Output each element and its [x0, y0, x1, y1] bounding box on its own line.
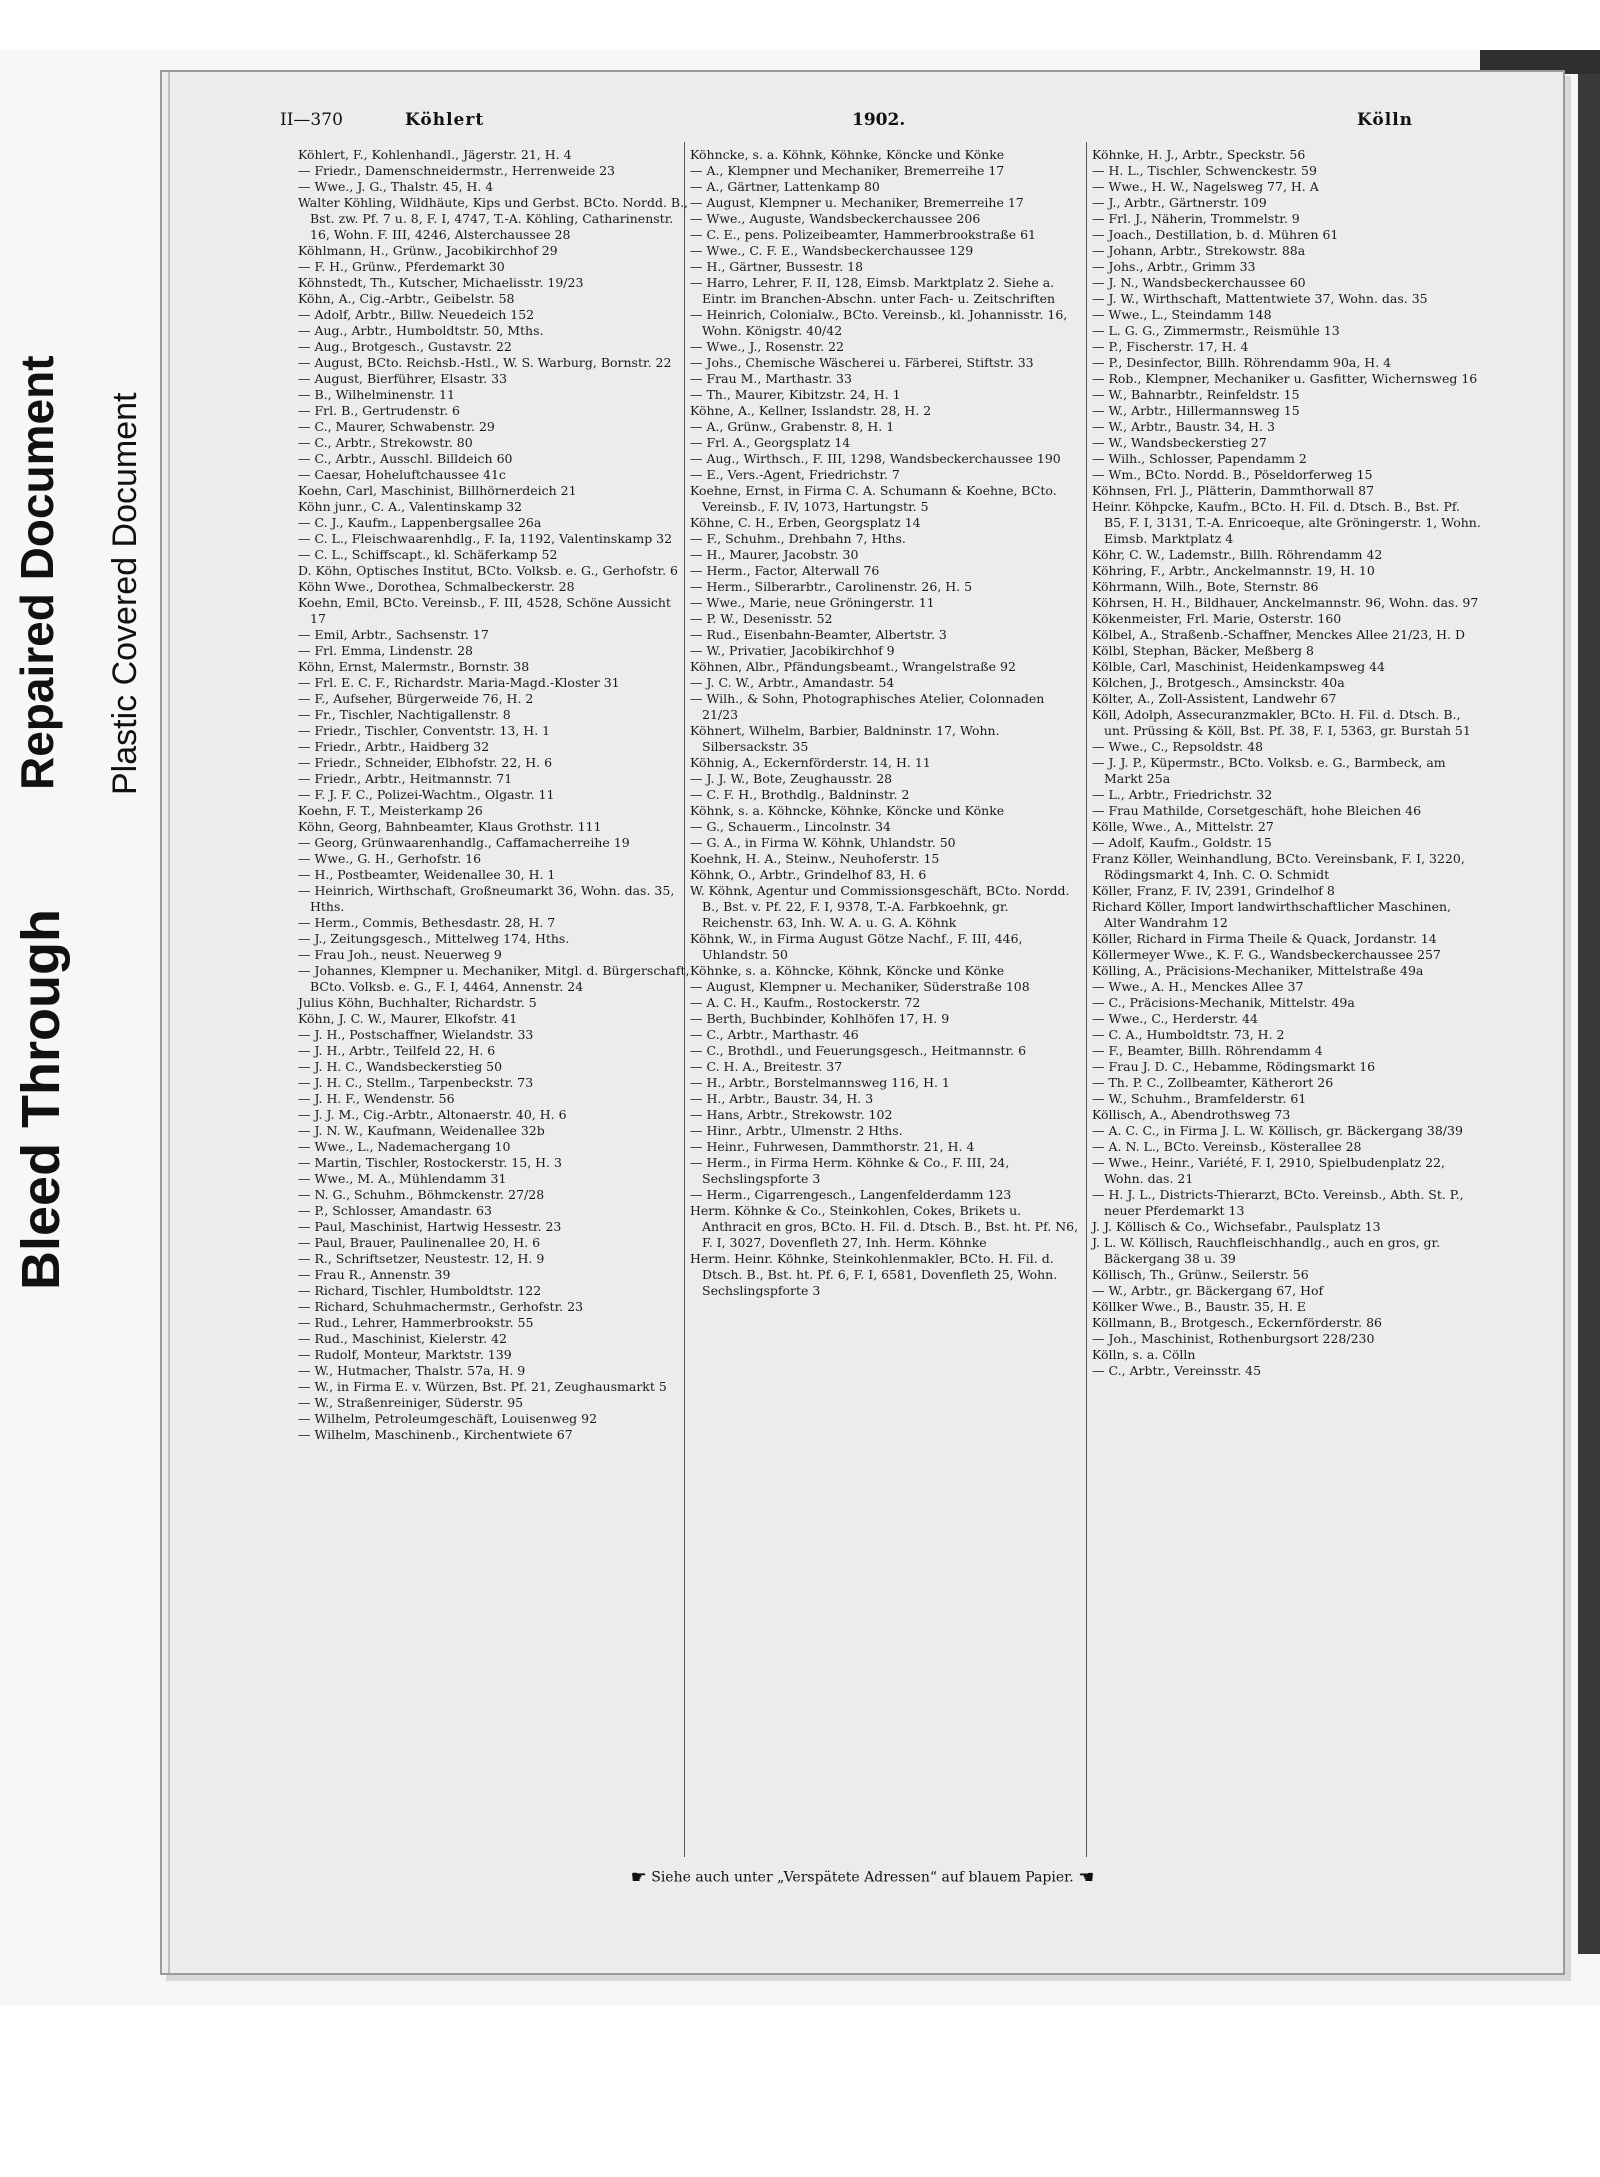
directory-entry: — Caesar, Hoheluftchaussee 41c	[298, 467, 506, 482]
directory-entry: Köhnke, s. a. Köhncke, Köhnk, Köncke und Könke	[690, 963, 1005, 978]
directory-entry: — Wilh., & Sohn, Photographisches Atelier, Colonnaden 21/23	[690, 691, 1045, 722]
directory-entry: — C., Arbtr., Strekowstr. 80	[298, 435, 473, 450]
directory-entry: — Frau M., Marthastr. 33	[690, 371, 852, 386]
directory-entry: — C. F. H., Brothdlg., Baldninstr. 2	[690, 787, 910, 802]
directory-entry: — P. W., Desenisstr. 52	[690, 611, 833, 626]
directory-entry: — A., Gärtner, Lattenkamp 80	[690, 179, 880, 194]
directory-entry: — Johs., Chemische Wäscherei u. Färberei, Stiftstr. 33	[690, 355, 1034, 370]
directory-entry: — Rud., Maschinist, Kielerstr. 42	[298, 1331, 508, 1346]
directory-entry: — Heinrich, Colonialw., BCto. Vereinsb., kl. Johannisstr. 16, Wohn. Königstr. 40/42	[690, 307, 1068, 338]
column-rule	[1086, 142, 1087, 1857]
directory-entry: J. L. W. Köllisch, Rauchfleischhandlg., auch en gros, gr. Bäckergang 38 u. 39	[1092, 1235, 1441, 1266]
directory-entry: — C., Arbtr., Ausschl. Billdeich 60	[298, 451, 513, 466]
directory-entry: — H. L., Tischler, Schwenckestr. 59	[1092, 163, 1317, 178]
directory-entry: — Rud., Lehrer, Hammerbrookstr. 55	[298, 1315, 534, 1330]
directory-entry: Kölln, s. a. Cölln	[1092, 1347, 1196, 1362]
directory-entry: — Th. P. C., Zollbeamter, Kätherort 26	[1092, 1075, 1334, 1090]
directory-entry: — Frl. B., Gertrudenstr. 6	[298, 403, 460, 418]
directory-entry: — W., Bahnarbtr., Reinfeldstr. 15	[1092, 387, 1300, 402]
directory-entry: — C. L., Fleischwaarenhdlg., F. Ia, 1192, Valentinskamp 32	[298, 531, 673, 546]
directory-entry: Kökenmeister, Frl. Marie, Osterstr. 160	[1092, 611, 1342, 626]
directory-entry: — W., Straßenreiniger, Süderstr. 95	[298, 1395, 524, 1410]
directory-entry: — Friedr., Damenschneidermstr., Herrenweide 23	[298, 163, 615, 178]
directory-entry: — Wwe., C. F. E., Wandsbeckerchaussee 129	[690, 243, 974, 258]
directory-entry: — Frl. Emma, Lindenstr. 28	[298, 643, 473, 658]
directory-entry: — H., Arbtr., Baustr. 34, H. 3	[690, 1091, 874, 1106]
directory-entry: — Herm., Commis, Bethesdastr. 28, H. 7	[298, 915, 556, 930]
directory-entry: Köhn, Georg, Bahnbeamter, Klaus Grothstr. 111	[298, 819, 602, 834]
directory-entry: Köhrsen, H. H., Bildhauer, Anckelmannstr. 96, Wohn. das. 97	[1092, 595, 1479, 610]
directory-entry: Köll, Adolph, Assecuranzmakler, BCto. H. Fil. d. Dtsch. B., unt. Prüssing & Köll, Bst. Pf. 38, F. I, 5363, gr. Burstah 51	[1092, 707, 1471, 738]
directory-entry: — Hans, Arbtr., Strekowstr. 102	[690, 1107, 893, 1122]
directory-entry: Köhnsen, Frl. J., Plätterin, Dammthorwall 87	[1092, 483, 1375, 498]
directory-page	[160, 70, 1565, 1975]
directory-entry: — Rud., Eisenbahn-Beamter, Albertstr. 3	[690, 627, 947, 642]
directory-entry: — Aug., Brotgesch., Gustavstr. 22	[298, 339, 512, 354]
directory-entry: Herm. Köhnke & Co., Steinkohlen, Cokes, Brikets u. Anthracit en gros, BCto. H. Fil. d. Dtsch. B., Bst. ht. Pf. N6, F. I, 3027, Dovenfleth 27, Inh. Herm. Köhnke	[690, 1203, 1079, 1250]
directory-entry: — Friedr., Schneider, Elbhofstr. 22, H. 6	[298, 755, 553, 770]
directory-entry: — A. C. H., Kaufm., Rostockerstr. 72	[690, 995, 921, 1010]
directory-entry: Koehn, Carl, Maschinist, Billhörnerdeich 21	[298, 483, 577, 498]
directory-entry: Heinr. Köhpcke, Kaufm., BCto. H. Fil. d. Dtsch. B., Bst. Pf. B5, F. I, 3131, T.-A. Enricoeque, alte Gröningerstr. 1, Wohn. Eimsb. Marktplatz 4	[1092, 499, 1481, 546]
directory-entry: — Richard, Schuhmachermstr., Gerhofstr. 23	[298, 1299, 584, 1314]
directory-entry: — J., Arbtr., Gärtnerstr. 109	[1092, 195, 1267, 210]
directory-entry: — Herm., Silberarbtr., Carolinenstr. 26, H. 5	[690, 579, 973, 594]
directory-entry: — August, Klempner u. Mechaniker, Süderstraße 108	[690, 979, 1030, 994]
header-keyword-right: Kölln	[1357, 110, 1414, 130]
directory-entry: Richard Köller, Import landwirthschaftlicher Maschinen, Alter Wandrahm 12	[1092, 899, 1452, 930]
directory-entry: Köhnk, W., in Firma August Götze Nachf., F. III, 446, Uhlandstr. 50	[690, 931, 1023, 962]
directory-entry: — Wwe., C., Repsoldstr. 48	[1092, 739, 1264, 754]
directory-entry: — C. L., Schiffscapt., kl. Schäferkamp 52	[298, 547, 558, 562]
directory-entry: — B., Wilhelminenstr. 11	[298, 387, 455, 402]
directory-entry: Koehnk, H. A., Steinw., Neuhoferstr. 15	[690, 851, 940, 866]
directory-entry: Köhncke, s. a. Köhnk, Köhnke, Köncke und Könke	[690, 147, 1005, 162]
directory-entry: — Joach., Destillation, b. d. Mühren 61	[1092, 227, 1339, 242]
directory-entry: — Wwe., J. G., Thalstr. 45, H. 4	[298, 179, 494, 194]
directory-entry: — Frau J. D. C., Hebamme, Rödingsmarkt 16	[1092, 1059, 1376, 1074]
directory-entry: — P., Fischerstr. 17, H. 4	[1092, 339, 1249, 354]
directory-entry: Köhn, A., Cig.-Arbtr., Geibelstr. 58	[298, 291, 515, 306]
directory-entry: — R., Schriftsetzer, Neustestr. 12, H. 9	[298, 1251, 545, 1266]
directory-entry: W. Köhnk, Agentur und Commissionsgeschäft, BCto. Nordd. B., Bst. v. Pf. 22, F. I, 9378, T.-A. Farbkoehnk, gr. Reichenstr. 63, Inh. W. A. u. G. A. Köhnk	[690, 883, 1070, 930]
directory-entry: — Heinrich, Wirthschaft, Großneumarkt 36, Wohn. das. 35, Hths.	[298, 883, 675, 914]
directory-entry: Köhrmann, Wilh., Bote, Sternstr. 86	[1092, 579, 1319, 594]
directory-entry: — Wwe., L., Steindamm 148	[1092, 307, 1272, 322]
directory-entry: Kölbel, A., Straßenb.-Schaffner, Menckes Allee 21/23, H. D	[1092, 627, 1466, 642]
directory-entry: Köhnstedt, Th., Kutscher, Michaelisstr. 19/23	[298, 275, 584, 290]
directory-entry: — J., Zeitungsgesch., Mittelweg 174, Hths.	[298, 931, 570, 946]
directory-entry: Köhn, Ernst, Malermstr., Bornstr. 38	[298, 659, 530, 674]
directory-entry: — Herm., in Firma Herm. Köhnke & Co., F. III, 24, Sechslingspforte 3	[690, 1155, 1010, 1186]
directory-entry: — Georg, Grünwaarenhandlg., Caffamacherreihe 19	[298, 835, 630, 850]
directory-entry: — H., Gärtner, Bussestr. 18	[690, 259, 864, 274]
directory-entry: — A. N. L., BCto. Vereinsb., Kösterallee 28	[1092, 1139, 1362, 1154]
directory-entry: — J. C. W., Arbtr., Amandastr. 54	[690, 675, 895, 690]
directory-entry: — P., Desinfector, Billh. Röhrendamm 90a, H. 4	[1092, 355, 1392, 370]
page-footer-note	[162, 1867, 1563, 1888]
directory-entry: — C., Arbtr., Marthastr. 46	[690, 1027, 859, 1042]
directory-entry: Köhring, F., Arbtr., Anckelmannstr. 19, H. 10	[1092, 563, 1375, 578]
directory-entry: — W., in Firma E. v. Würzen, Bst. Pf. 21, Zeughausmarkt 5	[298, 1379, 667, 1394]
directory-entry: — Herm., Cigarrengesch., Langenfelderdamm 123	[690, 1187, 1012, 1202]
directory-entry: — J. J. M., Cig.-Arbtr., Altonaerstr. 40, H. 6	[298, 1107, 567, 1122]
directory-entry: — Adolf, Kaufm., Goldstr. 15	[1092, 835, 1272, 850]
directory-entry: — August, BCto. Reichsb.-Hstl., W. S. Warburg, Bornstr. 22	[298, 355, 672, 370]
header-keyword-left: Köhlert	[405, 110, 485, 130]
directory-entry: — C. J., Kaufm., Lappenbergsallee 26a	[298, 515, 542, 530]
directory-entry: — G. A., in Firma W. Köhnk, Uhlandstr. 50	[690, 835, 956, 850]
directory-entry: — J. N., Wandsbeckerchaussee 60	[1092, 275, 1306, 290]
directory-entry: — Frau R., Annenstr. 39	[298, 1267, 451, 1282]
directory-entry: — A., Grünw., Grabenstr. 8, H. 1	[690, 419, 895, 434]
directory-entry: Köhn, J. C. W., Maurer, Elkofstr. 41	[298, 1011, 518, 1026]
directory-entry: Köhn Wwe., Dorothea, Schmalbeckerstr. 28	[298, 579, 575, 594]
directory-entry: — L. G. G., Zimmermstr., Reismühle 13	[1092, 323, 1340, 338]
directory-entry: — Frl. E. C. F., Richardstr. Maria-Magd.-Kloster 31	[298, 675, 620, 690]
directory-entry: — E., Vers.-Agent, Friedrichstr. 7	[690, 467, 900, 482]
directory-entry: — Wwe., Auguste, Wandsbeckerchaussee 206	[690, 211, 981, 226]
directory-entry: Walter Köhling, Wildhäute, Kips und Gerbst. BCto. Nordd. B., Bst. zw. Pf. 7 u. 8, F. I, 4747, T.-A. Köhling, Catharinenstr. 16, Wohn. F. III, 4246, Alsterchaussee 28	[298, 195, 689, 242]
directory-entry: — C. H. A., Breitestr. 37	[690, 1059, 843, 1074]
directory-entry: — Wwe., C., Herderstr. 44	[1092, 1011, 1258, 1026]
directory-entry: — Adolf, Arbtr., Billw. Neuedeich 152	[298, 307, 535, 322]
repaired-document-label: Repaired Document	[11, 355, 63, 790]
directory-entry: — C., Brothdl., und Feuerungsgesch., Heitmannstr. 6	[690, 1043, 1027, 1058]
column-right	[1092, 147, 1484, 1379]
directory-entry: — Frau Joh., neust. Neuerweg 9	[298, 947, 502, 962]
column-middle	[690, 147, 1082, 1299]
directory-entry: Koehn, F. T., Meisterkamp 26	[298, 803, 483, 818]
directory-entry: — Joh., Maschinist, Rothenburgsort 228/230	[1092, 1331, 1375, 1346]
directory-entry: Köhlert, F., Kohlenhandl., Jägerstr. 21, H. 4	[298, 147, 572, 162]
directory-entry: — F., Aufseher, Bürgerweide 76, H. 2	[298, 691, 534, 706]
directory-entry: — Wilhelm, Maschinenb., Kirchentwiete 67	[298, 1427, 573, 1442]
directory-entry: — F., Schuhm., Drehbahn 7, Hths.	[690, 531, 906, 546]
directory-entry: — A. C. C., in Firma J. L. W. Köllisch, gr. Bäckergang 38/39	[1092, 1123, 1463, 1138]
directory-entry: — J. H. F., Wendenstr. 56	[298, 1091, 455, 1106]
directory-entry: Köhne, C. H., Erben, Georgsplatz 14	[690, 515, 921, 530]
directory-entry: J. J. Köllisch & Co., Wichsefabr., Paulsplatz 13	[1092, 1219, 1381, 1234]
directory-entry: — P., Schlosser, Amandastr. 63	[298, 1203, 492, 1218]
directory-entry: — Wwe., G. H., Gerhofstr. 16	[298, 851, 482, 866]
directory-entry: — W., Wandsbeckerstieg 27	[1092, 435, 1267, 450]
directory-entry: — J. W., Wirthschaft, Mattentwiete 37, Wohn. das. 35	[1092, 291, 1428, 306]
directory-entry: Kölle, Wwe., A., Mittelstr. 27	[1092, 819, 1274, 834]
directory-entry: — Heinr., Fuhrwesen, Dammthorstr. 21, H. 4	[690, 1139, 975, 1154]
header-year: 1902.	[852, 110, 906, 130]
directory-entry: — F. J. F. C., Polizei-Wachtm., Olgastr. 11	[298, 787, 555, 802]
directory-entry: — Frau Mathilde, Corsetgeschäft, hohe Bleichen 46	[1092, 803, 1422, 818]
directory-entry: Költer, A., Zoll-Assistent, Landwehr 67	[1092, 691, 1337, 706]
directory-entry: — C. A., Humboldtstr. 73, H. 2	[1092, 1027, 1285, 1042]
directory-entry: Koehn, Emil, BCto. Vereinsb., F. III, 4528, Schöne Aussicht 17	[298, 595, 671, 626]
directory-entry: — Friedr., Arbtr., Haidberg 32	[298, 739, 490, 754]
directory-entry: — Wwe., L., Nademachergang 10	[298, 1139, 511, 1154]
directory-entry: — Wwe., Marie, neue Gröningerstr. 11	[690, 595, 935, 610]
directory-entry: — A., Klempner und Mechaniker, Bremerreihe 17	[690, 163, 1005, 178]
directory-entry: — F. H., Grünw., Pferdemarkt 30	[298, 259, 505, 274]
directory-entry: Köhnen, Albr., Pfändungsbeamt., Wrangelstraße 92	[690, 659, 1016, 674]
directory-entry: — C., Maurer, Schwabenstr. 29	[298, 419, 495, 434]
directory-entry: — Wilh., Schlosser, Papendamm 2	[1092, 451, 1307, 466]
directory-entry: — Frl. J., Näherin, Trommelstr. 9	[1092, 211, 1300, 226]
directory-entry: — Th., Maurer, Kibitzstr. 24, H. 1	[690, 387, 901, 402]
directory-entry: — Paul, Maschinist, Hartwig Hessestr. 23	[298, 1219, 562, 1234]
column-left	[298, 147, 690, 1443]
directory-entry: Franz Köller, Weinhandlung, BCto. Vereinsbank, F. I, 3220, Rödingsmarkt 4, Inh. C. O. Schmidt	[1092, 851, 1465, 882]
directory-entry: — Wilhelm, Petroleumgeschäft, Louisenweg 92	[298, 1411, 598, 1426]
directory-entry: — Wwe., Heinr., Variété, F. I, 2910, Spielbudenplatz 22, Wohn. das. 21	[1092, 1155, 1445, 1186]
directory-entry: — H. J. L., Districts-Thierarzt, BCto. Vereinsb., Abth. St. P., neuer Pferdemarkt 13	[1092, 1187, 1464, 1218]
directory-entry: Julius Köhn, Buchhalter, Richardstr. 5	[298, 995, 537, 1010]
directory-entry: — Wwe., J., Rosenstr. 22	[690, 339, 844, 354]
directory-entry: D. Köhn, Optisches Institut, BCto. Volksb. e. G., Gerhofstr. 6	[298, 563, 678, 578]
directory-entry: Kölling, A., Präcisions-Mechaniker, Mittelstraße 49a	[1092, 963, 1424, 978]
directory-entry: Herm. Heinr. Köhnke, Steinkohlenmakler, BCto. H. Fil. d. Dtsch. B., Bst. ht. Pf. 6, F. I, 6581, Dovenfleth 25, Wohn. Sechslingspforte 3	[690, 1251, 1058, 1298]
directory-entry: — J. N. W., Kaufmann, Weidenallee 32b	[298, 1123, 545, 1138]
directory-entry: Köhnert, Wilhelm, Barbier, Baldninstr. 17, Wohn. Silbersackstr. 35	[690, 723, 1000, 754]
directory-entry: — J. J. P., Küpermstr., BCto. Volksb. e. G., Barmbeck, am Markt 25a	[1092, 755, 1446, 786]
directory-entry: Kölbl, Stephan, Bäcker, Meßberg 8	[1092, 643, 1314, 658]
directory-entry: — Herm., Factor, Alterwall 76	[690, 563, 880, 578]
directory-entry: — Wm., BCto. Nordd. B., Pöseldorferweg 15	[1092, 467, 1373, 482]
directory-entry: Köhn junr., C. A., Valentinskamp 32	[298, 499, 523, 514]
directory-entry: Köllisch, Th., Grünw., Seilerstr. 56	[1092, 1267, 1309, 1282]
directory-entry: — Aug., Arbtr., Humboldtstr. 50, Mths.	[298, 323, 544, 338]
pointing-hand-left-icon: ☚	[1078, 1867, 1095, 1888]
directory-entry: — August, Klempner u. Mechaniker, Bremerreihe 17	[690, 195, 1024, 210]
directory-entry: — C., Arbtr., Vereinsstr. 45	[1092, 1363, 1262, 1378]
directory-entry: Köhlmann, H., Grünw., Jacobikirchhof 29	[298, 243, 558, 258]
directory-entry: — Emil, Arbtr., Sachsenstr. 17	[298, 627, 489, 642]
directory-entry: Köhnk, s. a. Köhncke, Köhnke, Köncke und Könke	[690, 803, 1005, 818]
directory-entry: — G., Schauerm., Lincolnstr. 34	[690, 819, 892, 834]
directory-entry: — H., Arbtr., Borstelmannsweg 116, H. 1	[690, 1075, 950, 1090]
footer-text: Siehe auch unter „Verspätete Adressen“ auf blauem Papier.	[651, 1869, 1074, 1886]
directory-entry: — Wwe., A. H., Menckes Allee 37	[1092, 979, 1304, 994]
directory-entry: — W., Arbtr., Hillermannsweg 15	[1092, 403, 1300, 418]
directory-entry: — Friedr., Arbtr., Heitmannstr. 71	[298, 771, 513, 786]
directory-entry: — Johannes, Klempner u. Mechaniker, Mitgl. d. Bürgerschaft, BCto. Volksb. e. G., F. I, 4464, Annenstr. 24	[298, 963, 690, 994]
page-header	[162, 110, 1563, 140]
directory-entry: — W., Privatier, Jacobikirchhof 9	[690, 643, 895, 658]
directory-entry: — Wwe., M. A., Mühlendamm 31	[298, 1171, 507, 1186]
page-binding-edge	[168, 72, 170, 1973]
scan-edge-right-bar	[1578, 74, 1600, 1954]
directory-entry: — Johann, Arbtr., Strekowstr. 88a	[1092, 243, 1306, 258]
bleed-through-label: Bleed Through	[11, 909, 71, 1290]
directory-entry: — J. J. W., Bote, Zeughausstr. 28	[690, 771, 893, 786]
directory-entry: — Friedr., Tischler, Conventstr. 13, H. 1	[298, 723, 551, 738]
directory-entry: Köllermeyer Wwe., K. F. G., Wandsbeckerchaussee 257	[1092, 947, 1441, 962]
directory-entry: — H., Postbeamter, Weidenallee 30, H. 1	[298, 867, 556, 882]
directory-entry: Köhnk, O., Arbtr., Grindelhof 83, H. 6	[690, 867, 927, 882]
directory-entry: Köller, Franz, F. IV, 2391, Grindelhof 8	[1092, 883, 1335, 898]
directory-entry: — Rob., Klempner, Mechaniker u. Gasfitter, Wichernsweg 16	[1092, 371, 1478, 386]
directory-entry: — Aug., Wirthsch., F. III, 1298, Wandsbeckerchaussee 190	[690, 451, 1061, 466]
directory-entry: Köllmann, B., Brotgesch., Eckernförderstr. 86	[1092, 1315, 1382, 1330]
directory-entry: — F., Beamter, Billh. Röhrendamm 4	[1092, 1043, 1323, 1058]
directory-entry: Köhne, A., Kellner, Isslandstr. 28, H. 2	[690, 403, 932, 418]
directory-entry: — Johs., Arbtr., Grimm 33	[1092, 259, 1256, 274]
directory-entry: — Hinr., Arbtr., Ulmenstr. 2 Hths.	[690, 1123, 903, 1138]
plastic-covered-label: Plastic Covered Document	[106, 392, 144, 795]
directory-entry: — L., Arbtr., Friedrichstr. 32	[1092, 787, 1273, 802]
directory-entry: — Rudolf, Monteur, Marktstr. 139	[298, 1347, 512, 1362]
directory-entry: — Martin, Tischler, Rostockerstr. 15, H. 3	[298, 1155, 562, 1170]
directory-entry: — August, Bierführer, Elsastr. 33	[298, 371, 508, 386]
directory-entry: Köllker Wwe., B., Baustr. 35, H. E	[1092, 1299, 1306, 1314]
directory-entry: Kölchen, J., Brotgesch., Amsinckstr. 40a	[1092, 675, 1345, 690]
directory-entry: — Fr., Tischler, Nachtigallenstr. 8	[298, 707, 511, 722]
directory-entry: — J. H., Postschaffner, Wielandstr. 33	[298, 1027, 534, 1042]
page-number: II—370	[280, 110, 343, 130]
directory-entry: Koehne, Ernst, in Firma C. A. Schumann & Koehne, BCto. Vereinsb., F. IV, 1073, Hartungstr. 5	[690, 483, 1057, 514]
directory-entry: — Paul, Brauer, Paulinenallee 20, H. 6	[298, 1235, 541, 1250]
directory-entry: Köller, Richard in Firma Theile & Quack, Jordanstr. 14	[1092, 931, 1437, 946]
directory-entry: — J. H. C., Stellm., Tarpenbeckstr. 73	[298, 1075, 534, 1090]
directory-entry: Kölble, Carl, Maschinist, Heidenkampsweg 44	[1092, 659, 1385, 674]
directory-entry: — C., Präcisions-Mechanik, Mittelstr. 49a	[1092, 995, 1355, 1010]
directory-entry: — C. E., pens. Polizeibeamter, Hammerbrookstraße 61	[690, 227, 1037, 242]
directory-entry: Köhnig, A., Eckernförderstr. 14, H. 11	[690, 755, 931, 770]
directory-entry: Köllisch, A., Abendrothsweg 73	[1092, 1107, 1291, 1122]
directory-entry: Köhnke, H. J., Arbtr., Speckstr. 56	[1092, 147, 1306, 162]
pointing-hand-right-icon: ☛	[630, 1867, 647, 1888]
directory-entry: — W., Arbtr., gr. Bäckergang 67, Hof	[1092, 1283, 1324, 1298]
directory-entry: — W., Schuhm., Bramfelderstr. 61	[1092, 1091, 1307, 1106]
directory-entry: — J. H., Arbtr., Teilfeld 22, H. 6	[298, 1043, 496, 1058]
directory-entry: — W., Hutmacher, Thalstr. 57a, H. 9	[298, 1363, 526, 1378]
directory-entry: — Richard, Tischler, Humboldtstr. 122	[298, 1283, 542, 1298]
directory-entry: Köhr, C. W., Lademstr., Billh. Röhrendamm 42	[1092, 547, 1383, 562]
directory-entry: — N. G., Schuhm., Böhmckenstr. 27/28	[298, 1187, 545, 1202]
directory-entry: — Berth, Buchbinder, Kohlhöfen 17, H. 9	[690, 1011, 950, 1026]
directory-entry: — Wwe., H. W., Nagelsweg 77, H. A	[1092, 179, 1319, 194]
directory-entry: — Harro, Lehrer, F. II, 128, Eimsb. Marktplatz 2. Siehe a. Eintr. im Branchen-Abschn. unter Fach- u. Zeitschriften	[690, 275, 1056, 306]
directory-entry: — H., Maurer, Jacobstr. 30	[690, 547, 859, 562]
directory-entry: — Frl. A., Georgsplatz 14	[690, 435, 851, 450]
directory-entry: — W., Arbtr., Baustr. 34, H. 3	[1092, 419, 1275, 434]
directory-entry: — J. H. C., Wandsbeckerstieg 50	[298, 1059, 503, 1074]
